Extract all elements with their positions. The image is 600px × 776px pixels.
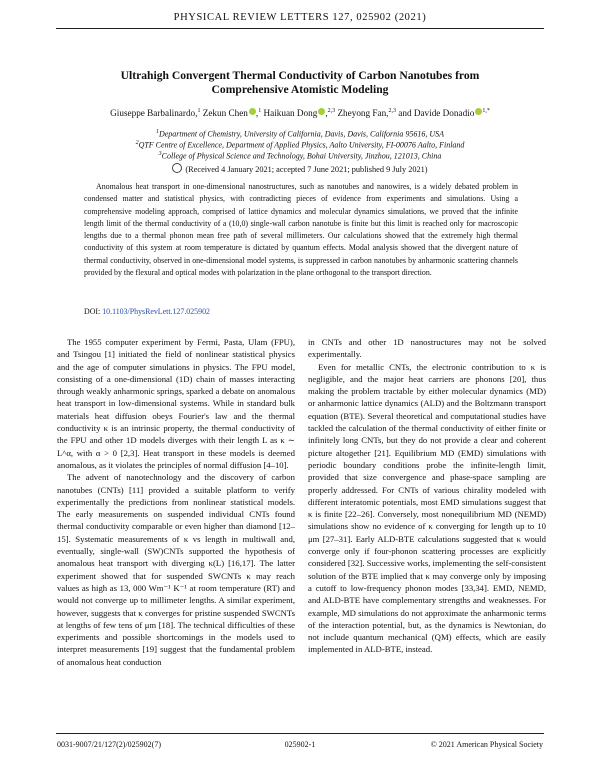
author[interactable]: Zheyong Fan,$^{2,3}$ — [337, 108, 396, 119]
footer-issn: 0031-9007/21/127(2)/025902(7) — [57, 740, 161, 749]
received-dates: (Received 4 January 2021; accepted 7 June 2021; published 9 July 2021) — [40, 163, 560, 175]
paragraph: Even for metallic CNTs, the electronic contribution to κ is negligible, and the major heat carriers are phonons [20], thus making the problem tractable by either molecular dynamics (MD) or anharmonic lattice dynamics (ALD) and the Boltzmann transport equation (BTE). Several theoretical and computational studies have tackled the calculation of the thermal conductivity of either finite or infinitely long CNTs, but they do not provide a clear and coherent picture altogether [21]. Equilibrium MD (EMD) simulations with periodic boundary conditions probe the infinite-length limit, provided that size convergence and phase-space sampling are properly addressed. For CNTs of various chirality modeled with different interatomic potentials, most EMD simulations suggest that κ is finite [22–26]. Conversely, most nonequilibrium MD (NEMD) simulations show no evidence of κ converging for length up to 10 μm [27–31]. Early ALD-BTE calculations suggested that κ would converge only if four-phonon scattering processes are explicitly considered [32]. Successive works, implementing the self-consistent solution of the BTE implied that κ may converge only by imposing a cutoff to low-frequency phonon modes [33,34]. EMD, NEMD, and ALD-BTE have complementary strengths and weaknesses. For example, MD simulations do not approximate the anharmonic terms of the interaction potential, but, as the dynamics is Newtonian, do not include quantum mechanical (QM) effects, which are easily implemented in ALD-BTE, instead. — [308, 361, 546, 655]
footer-copyright: © 2021 American Physical Society — [430, 740, 543, 749]
doi-line: DOI: 10.1103/PhysRevLett.127.025902 — [84, 307, 210, 316]
author-list — [40, 105, 560, 119]
affiliation-3: $^3$College of Physical Science and Technology, Bohai University, Jinzhou, 121013, China — [158, 151, 442, 161]
author[interactable]: Giuseppe Barbalinardo,$^1$ — [110, 108, 201, 119]
paragraph: in CNTs and other 1D nanostructures may not be solved experimentally. — [308, 337, 546, 360]
article-title — [70, 69, 530, 97]
orcid-icon[interactable] — [249, 108, 256, 115]
paragraph: The 1955 computer experiment by Fermi, Pasta, Ulam (FPU), and Tsingou [1] initiated the field of nonlinear statistical physics and the age of computer simulations in physics. The FPU model, consisting of a one-dimensional (1D) chain of masses interacting through weakly anharmonic springs, sparked a debate on anomalous heat transport in low-dimensional systems. While in standard bulk materials heat diffusion obeys Fourier's law and the thermal conductivity κ is an intrinsic property, the thermal conductivity of the FPU and other 1D models diverges with their length L as κ ∼ L^α, with α > 0 [2,3]. Heat transport in these models is deemed anomalous, as it violates the principles of normal diffusion [4–10]. — [57, 337, 295, 470]
paragraph: The advent of nanotechnology and the discovery of carbon nanotubes (CNTs) [11] provided a suitable platform to verify experimentally the predictions from nonlinear statistical models. The early measurements on suspended individual CNTs found thermal conductivity comparable or even higher than diamond [12–15]. Systematic measurements of κ vs length in multiwall and, eventually, single-wall (SW)CNTs supported the hypothesis of anomalous heat transport with diverging κ(L) [16,17]. The latter experiment showed that for suspended SWCNTs κ may reach values as high as 13, 000 Wm⁻¹ K⁻¹ at room temperature (RT) and would not converge up to millimeter lengths. A similar experiment, however, suggests that κ converges for pristine suspended SWCNTs at lengths of few tens of μm [18]. The technical difficulties of these experiments and possible shortcomings in the models used to interpret measurements [19] suggest that the fundamental problem of anomalous heat conduction — [57, 472, 295, 667]
header-rule — [56, 28, 544, 29]
body-column-left — [57, 336, 295, 668]
footer-rule — [56, 733, 544, 734]
abstract: Anomalous heat transport in one-dimensional nanostructures, such as nanotubes and nanowires, is a widely debated problem in condensed matter and statistical physics, with contradicting pieces of evidence from experiments and simulations. Using a comprehensive modeling approach, comprised of lattice dynamics and molecular dynamics simulations, we proved that the infinite length limit of the thermal conductivity of a (10,0) single-wall carbon nanotube is finite but this limit is reached only for macroscopic lengths due to a thermal phonon mean free path of several millimeters. Our calculations showed that the extremely high thermal conductivity of this system at room temperature is dictated by quantum effects. Modal analysis showed that the divergent nature of thermal conductivity, observed in one-dimensional model systems, is suppressed in carbon nanotubes by anharmonic scattering channels provided by the flexural and optical modes with polarization in the plane orthogonal to the transport direction. — [84, 182, 518, 278]
footer-page-number: 025902-1 — [284, 740, 316, 749]
title-line-2: Comprehensive Atomistic Modeling — [211, 83, 389, 96]
affiliation-1: $^1$Department of Chemistry, University of California, Davis, Davis, California 95616, USA — [155, 129, 445, 139]
body-column-right — [308, 336, 546, 656]
clock-icon — [172, 163, 182, 173]
author[interactable]: and Davide Donadio $^{1,*}$ — [398, 108, 490, 119]
orcid-icon[interactable] — [318, 108, 325, 115]
doi-link[interactable]: 10.1103/PhysRevLett.127.025902 — [102, 307, 210, 316]
author[interactable]: Haikuan Dong ,$^{2,3}$ — [263, 108, 336, 119]
running-head: PHYSICAL REVIEW LETTERS 127, 025902 (2021) — [173, 12, 427, 23]
title-line-1: Ultrahigh Convergent Thermal Conductivity of Carbon Nanotubes from — [120, 69, 480, 82]
author[interactable]: Zekun Chen ,$^1$ — [202, 108, 262, 119]
affiliation-2: $^2$QTF Centre of Excellence, Department of Applied Physics, Aalto University, FI-00076 Aalto, Finland — [135, 140, 465, 150]
